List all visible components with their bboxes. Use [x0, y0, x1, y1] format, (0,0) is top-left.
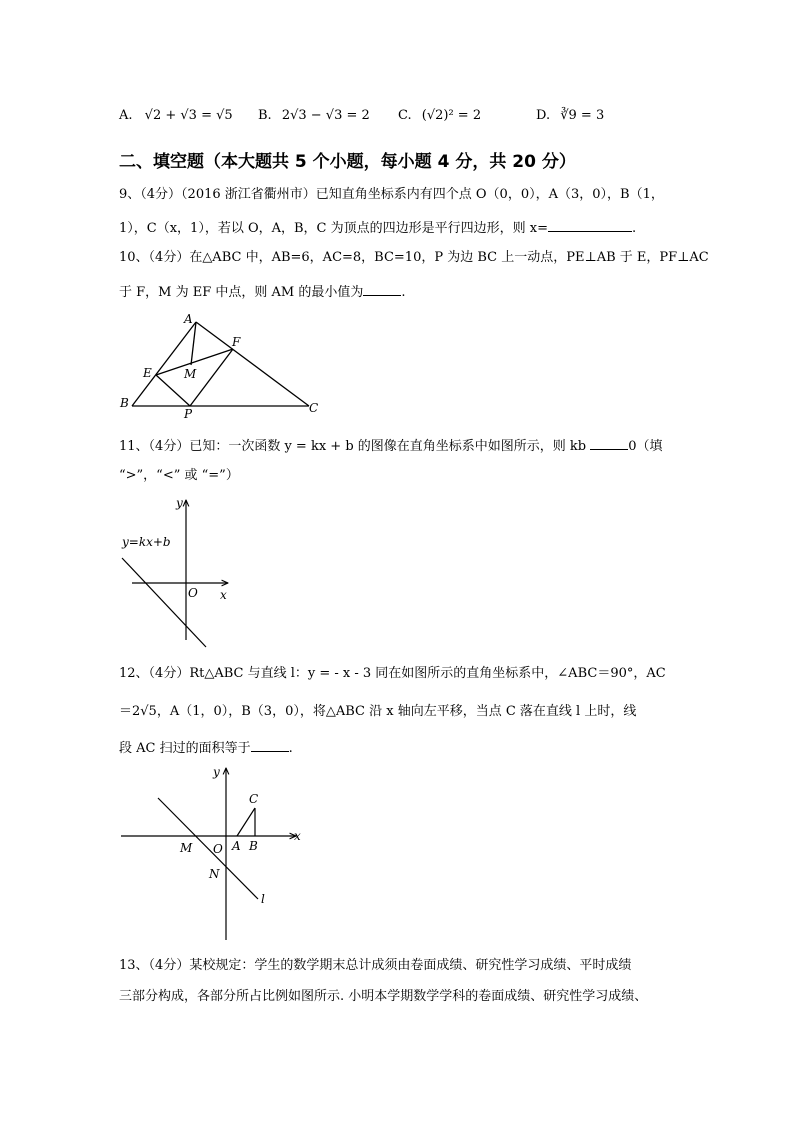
- option-c-letter: C.: [398, 108, 412, 123]
- q10-line2-end: .: [401, 285, 406, 300]
- q12-line1: 12、（4分）Rt△ABC 与直线 l：y = - x - 3 同在如图所示的直角坐标系中，∠ABC＝90°，AC: [119, 666, 666, 681]
- point-a-label: A: [232, 839, 241, 853]
- point-b-label: B: [249, 839, 258, 853]
- point-m-label: M: [184, 367, 197, 381]
- line-l: [158, 798, 258, 899]
- point-p-label: P: [184, 407, 193, 421]
- origin-label: O: [213, 842, 223, 856]
- q12-line2: ＝2√5，A（1，0），B（3，0），将△ABC 沿 x 轴向左平移，当点 C 落在直线 l 上时，线: [119, 704, 637, 719]
- point-n-label: N: [209, 867, 220, 881]
- q11-line1-text: 11、（4分）已知：一次函数 y = kx + b 的图像在直角坐标系中如图所示，则 kb: [119, 439, 587, 454]
- x-axis-label: x: [220, 588, 227, 602]
- option-a-expr: √2 + √3 = √5: [144, 108, 233, 123]
- point-b-label: B: [120, 396, 129, 410]
- option-b-expr: 2√3 − √3 = 2: [281, 108, 370, 123]
- q11-line2: “>”，“<” 或 “=”）: [119, 468, 239, 483]
- point-f-label: F: [232, 335, 241, 349]
- point-c-label: C: [249, 792, 259, 806]
- q12-line3-text: 段 AC 扫过的面积等于: [119, 741, 251, 756]
- q12-line3-end: .: [288, 741, 293, 756]
- section-heading: 二、填空题（本大题共 5 个小题，每小题 4 分，共 20 分）: [119, 152, 576, 172]
- option-d-letter: D.: [536, 108, 551, 123]
- q9-line2-text: 1），C（x，1），若以 O，A，B，C 为顶点的四边形是平行四边形，则 x=: [119, 221, 548, 236]
- point-a-label: A: [184, 312, 193, 326]
- point-c-label: C: [309, 401, 319, 415]
- q9-line2-end: .: [632, 221, 637, 236]
- q9-line1: 9、（4分）（2016 浙江省衢州市）已知直角坐标系内有四个点 O（0，0），A（3，0），B（1，: [119, 187, 664, 202]
- option-c-expr: (√2)² = 2: [421, 108, 482, 123]
- x-axis-label: x: [294, 829, 301, 843]
- point-m-label: M: [180, 841, 193, 855]
- point-e-label: E: [143, 366, 152, 380]
- origin-label: O: [188, 586, 198, 600]
- q10-line1: 10、（4分）在△ABC 中，AB=6，AC=8，BC=10，P 为边 BC 上一动点，PE⊥AB 于 E，PF⊥AC: [119, 250, 709, 265]
- option-b-letter: B.: [258, 108, 272, 123]
- option-d-expr: ∛9 = 3: [560, 108, 605, 123]
- segment-ac: [237, 808, 255, 836]
- y-axis-label: y: [176, 496, 183, 510]
- q13-line1: 13、（4分）某校规定：学生的数学期末总计成须由卷面成绩、研究性学习成绩、平时成绩: [119, 958, 632, 973]
- function-label: y=kx+b: [122, 535, 171, 549]
- q13-line2: 三部分构成，各部分所占比例如图所示. 小明本学期数学学科的卷面成绩、研究性学习成绩、: [119, 989, 648, 1004]
- option-a-letter: A.: [119, 108, 133, 123]
- q10-line2-text: 于 F，M 为 EF 中点，则 AM 的最小值为: [119, 285, 364, 300]
- q11-line1-end: 0（填: [628, 439, 663, 454]
- line-l-label: l: [261, 892, 265, 906]
- y-axis-label: y: [213, 765, 220, 779]
